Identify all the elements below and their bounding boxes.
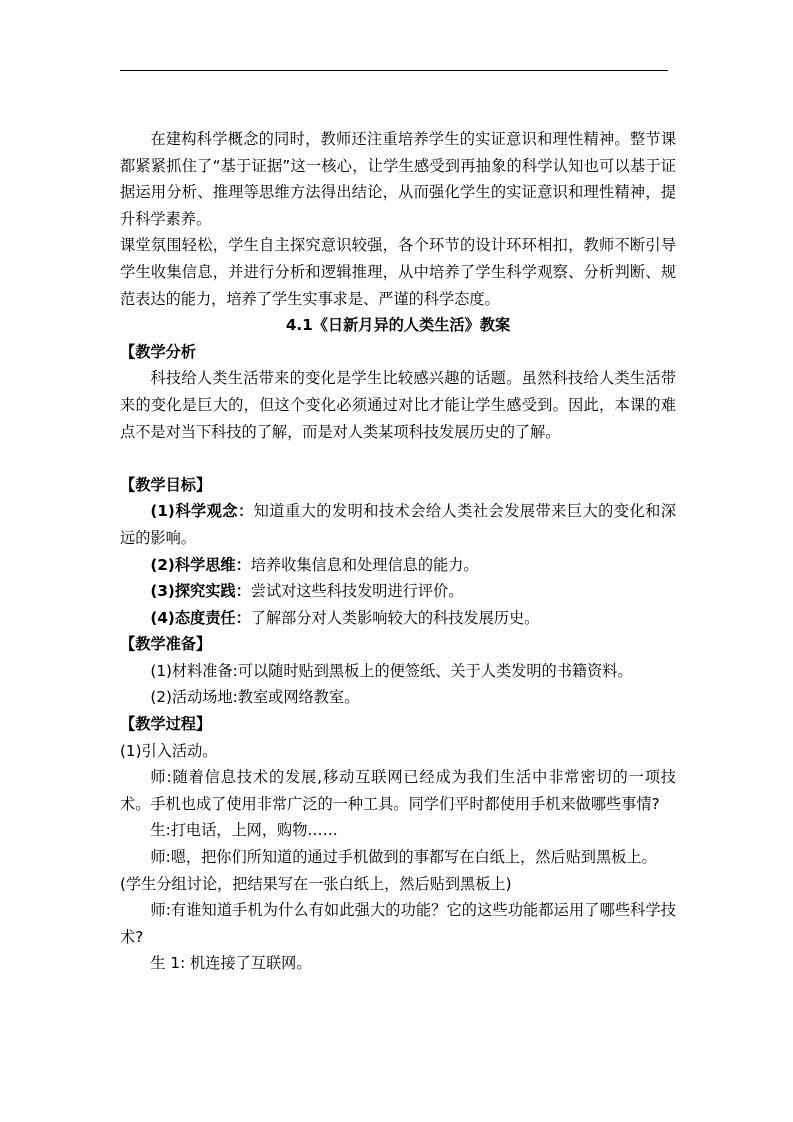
prep-item: (1)材料准备:可以随时贴到黑板上的便签纸、关于人类发明的书籍资料。: [150, 661, 633, 680]
document-body: [120, 126, 676, 977]
intro-paragraph-2: 课堂氛围轻松，学生自主探究意识较强，各个环节的设计环环相扣，教师不断引导学生收集信息，并进行分析和逻辑推理，从中培养了学生科学观察、分析判断、规范表达的能力，培养了学生实事求是、严谨的科学态度。: [120, 236, 676, 308]
analysis-text: 科技给人类生活带来的变化是学生比较感兴趣的话题。虽然科技给人类生活带来的变化是巨大的，但这个变化必须通过对比才能让学生感受到。因此，本课的难点不是对当下科技的了解，而是对人类某项科技发展历史的了解。: [120, 369, 676, 441]
header-rule: [120, 70, 668, 71]
goal-text: 尝试对这些科技发明进行评价。: [250, 582, 464, 601]
goal-label: (2)科学思维：: [150, 555, 251, 574]
blank-line: [120, 445, 676, 472]
process-line: 师:嗯，把你们所知道的通过手机做到的事都写在白纸上，然后贴到黑板上。: [150, 848, 657, 867]
goal-label: (3)探究实践：: [150, 582, 251, 601]
analysis-heading: 【教学分析: [120, 342, 196, 361]
prep-heading: 【教学准备】: [120, 635, 212, 654]
goals-heading: 【教学目标】: [120, 475, 212, 494]
process-line: 师:有谁知道手机为什么有如此强大的功能？它的这些功能都运用了哪些科学技术?: [120, 901, 676, 946]
goal-item: [120, 605, 676, 632]
process-line: 生 1: 机连接了互联网。: [150, 954, 312, 973]
goal-text: 了解部分对人类影响较大的科技发展历史。: [250, 608, 540, 627]
goal-item: [120, 552, 676, 579]
prep-item: (2)活动场地:教室或网络教室。: [150, 688, 360, 707]
goal-label: (1)科学观念：: [150, 502, 254, 521]
goal-text: 知道重大的发明和技术会给人类社会发展带来巨大的变化和深远的影响。: [120, 502, 677, 547]
process-line: (学生分组讨论，把结果写在一张白纸上，然后贴到黑板上): [120, 874, 512, 893]
goal-label: (4)态度责任：: [150, 608, 251, 627]
process-heading: 【教学过程】: [120, 715, 212, 734]
process-line: 生:打电话，上网，购物……: [150, 821, 338, 840]
intro-paragraph-1: 在建构科学概念的同时，教师还注重培养学生的实证意识和理性精神。整节课都紧紧抓住了“基于证据”这一核心，让学生感受到再抽象的科学认知也可以基于证据运用分析、推理等思维方法得出结论，从而强化学生的实证意识和理性精神，提升科学素养。: [120, 130, 676, 228]
process-line: 师:随着信息技术的发展,移动互联网已经成为我们生活中非常密切的一项技术。手机也成了使用非常广泛的一种工具。同学们平时都使用手机来做哪些事情?: [120, 768, 676, 813]
goal-item: [120, 578, 676, 605]
goal-item: [120, 498, 676, 551]
lesson-title: 4.1《日新月异的人类生活》教案: [285, 316, 511, 335]
goal-text: 培养收集信息和处理信息的能力。: [250, 555, 479, 574]
process-line: (1)引入活动。: [120, 741, 218, 760]
